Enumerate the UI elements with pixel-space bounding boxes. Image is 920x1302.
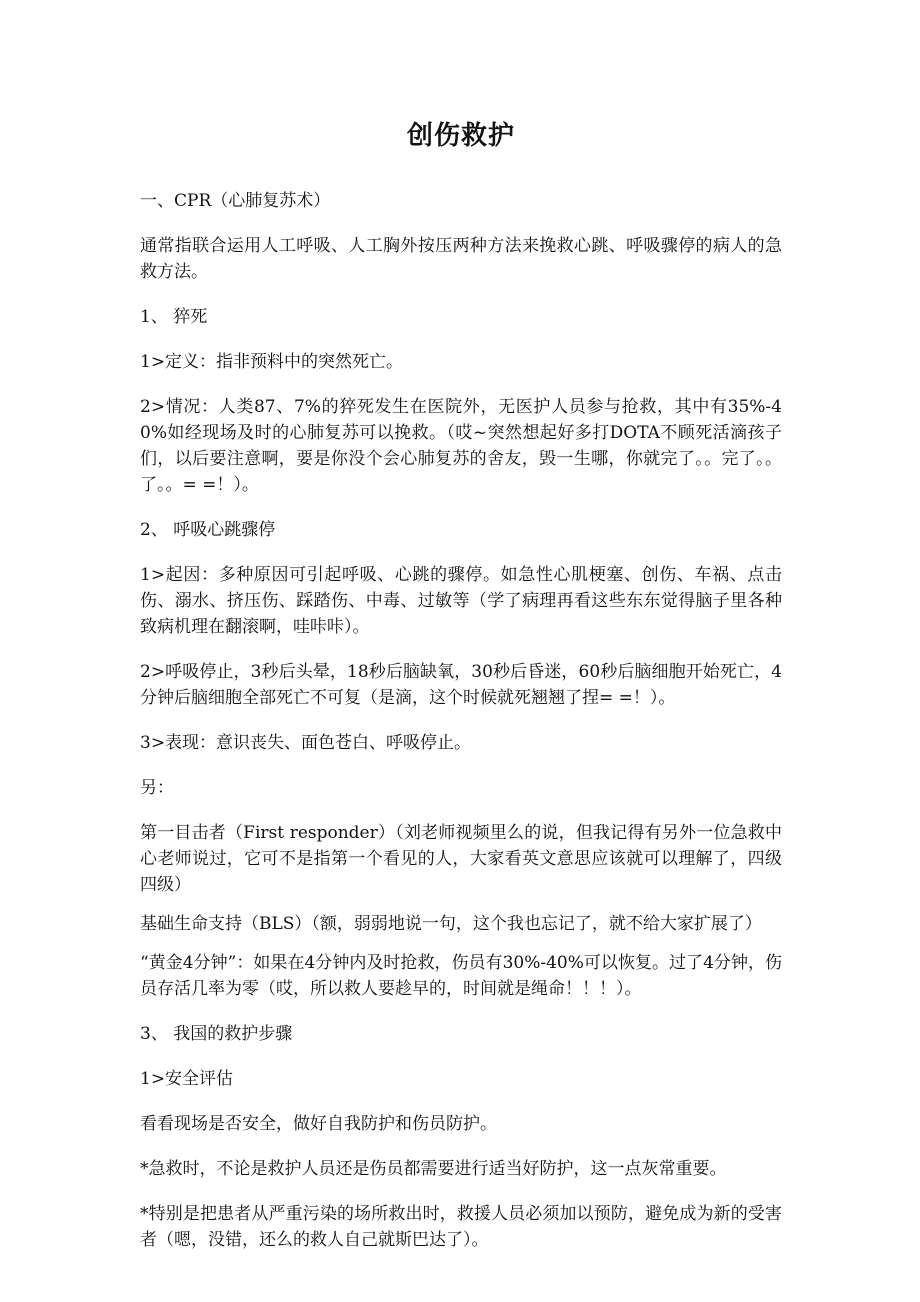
paragraph-scene-safety: 看看现场是否安全，做好自我防护和伤员防护。	[140, 1114, 497, 1134]
section-heading-cpr: 一、CPR（心肺复苏术）	[140, 191, 331, 211]
paragraph-contamination-note: *特别是把患者从严重污染的场所救出时，救援人员必须加以预防，避免成为新的受害者（嗯，没错，还么的救人自己就斯巴达了）。	[140, 1204, 782, 1250]
document-body	[140, 118, 782, 1266]
paragraph-golden-four-minutes: “黄金4分钟”：如果在4分钟内及时抢救，伤员有30%-40%可以恢复。过了4分钟，伤员存活几率为零（哎，所以救人要趁早的，时间就是绳命！！！）。	[140, 953, 782, 999]
document-title: 创伤救护	[406, 121, 515, 151]
paragraph-arrest-signs: 3>表现：意识丧失、面色苍白、呼吸停止。	[140, 733, 472, 753]
subheading-rescue-steps: 3、 我国的救护步骤	[140, 1024, 293, 1044]
paragraph-protection-note: *急救时，不论是救护人员还是伤员都需要进行适当好防护，这一点灰常重要。	[140, 1159, 727, 1179]
paragraph-first-responder: 第一目击者（First responder）（刘老师视频里么的说，但我记得有另外一位急救中心老师说过，它可不是指第一个看见的人，大家看英文意思应该就可以理解了，四级四级）	[140, 823, 782, 895]
paragraph-arrest-timeline: 2>呼吸停止，3秒后头晕，18秒后脑缺氧，30秒后昏迷，60秒后脑细胞开始死亡，4分钟后脑细胞全部死亡不可复（是滴，这个时候就死翘翘了捏= =！）。	[140, 662, 782, 708]
paragraph-cpr-definition: 通常指联合运用人工呼吸、人工胸外按压两种方法来挽救心跳、呼吸骤停的病人的急救方法。	[140, 236, 782, 282]
subheading-sudden-death: 1、 猝死	[140, 307, 208, 327]
subheading-cardiac-arrest: 2、 呼吸心跳骤停	[140, 520, 276, 540]
paragraph-sudden-death-definition: 1>定义：指非预料中的突然死亡。	[140, 352, 404, 372]
subheading-safety-assessment: 1>安全评估	[140, 1069, 234, 1089]
paragraph-additional-note: 另：	[140, 778, 174, 798]
paragraph-sudden-death-situation: 2>情况：人类87、7%的猝死发生在医院外，无医护人员参与抢救，其中有35%-40%如经现场及时的心肺复苏可以挽救。（哎~突然想起好多打DOTA不顾死活滴孩子们，以后要注意啊，要是你没个会心肺复苏的舍友，毁一生哪，你就完了。。完了。。了。。= =！）。	[140, 397, 782, 495]
paragraph-arrest-causes: 1>起因：多种原因可引起呼吸、心跳的骤停。如急性心肌梗塞、创伤、车祸、点击伤、溺水、挤压伤、踩踏伤、中毒、过敏等（学了病理再看这些东东觉得脑子里各种致病机理在翻滚啊，哇咔咔）。	[140, 565, 782, 637]
paragraph-bls: 基础生命支持（BLS）（额，弱弱地说一句，这个我也忘记了，就不给大家扩展了）	[140, 914, 762, 934]
